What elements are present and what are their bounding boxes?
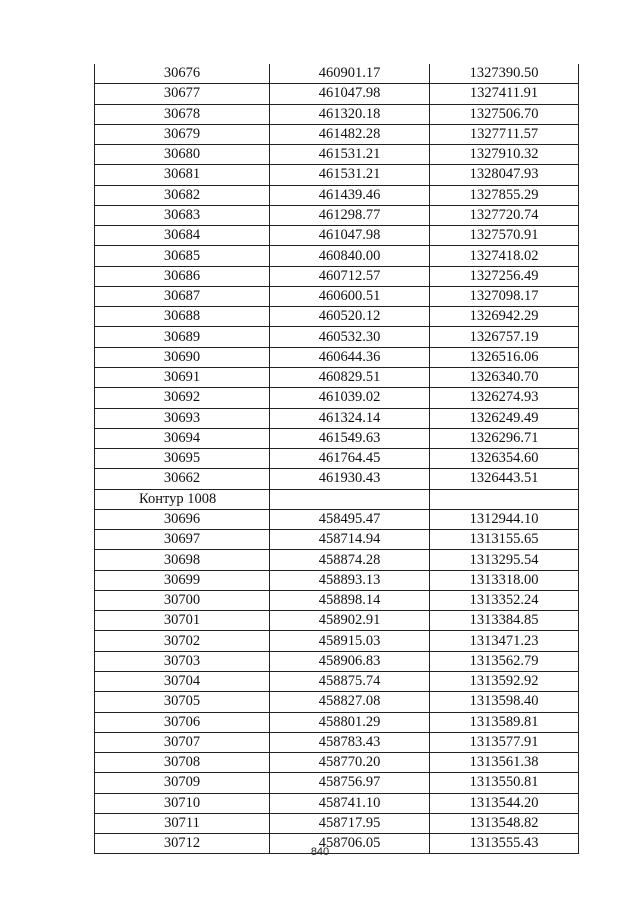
point-number-cell: 30678 [95, 104, 270, 124]
x-coordinate-cell: 461531.21 [270, 145, 430, 165]
x-coordinate-cell: 458756.97 [270, 773, 430, 793]
table-row [95, 449, 579, 469]
table-row [95, 489, 579, 509]
y-coordinate-cell: 1326296.71 [430, 428, 579, 448]
y-coordinate-cell: 1326443.51 [430, 469, 579, 489]
x-coordinate-cell: 461324.14 [270, 408, 430, 428]
y-coordinate-cell: 1326249.49 [430, 408, 579, 428]
table-row [95, 124, 579, 144]
point-number-cell: 30690 [95, 347, 270, 367]
y-coordinate-cell: 1327411.91 [430, 84, 579, 104]
table-row [95, 469, 579, 489]
table-row [95, 428, 579, 448]
point-number-cell: 30691 [95, 367, 270, 387]
x-coordinate-cell: 458783.43 [270, 732, 430, 752]
y-coordinate-cell: 1313352.24 [430, 590, 579, 610]
y-coordinate-cell: 1326354.60 [430, 449, 579, 469]
x-coordinate-cell: 458875.74 [270, 671, 430, 691]
page-number: 840 [310, 846, 330, 858]
y-coordinate-cell: 1313562.79 [430, 651, 579, 671]
y-coordinate-cell: 1327910.32 [430, 145, 579, 165]
table-row [95, 246, 579, 266]
x-coordinate-cell: 461298.77 [270, 205, 430, 225]
y-coordinate-cell: 1313598.40 [430, 692, 579, 712]
y-coordinate-cell: 1326757.19 [430, 327, 579, 347]
point-number-cell: 30702 [95, 631, 270, 651]
x-coordinate-cell: 461047.98 [270, 226, 430, 246]
point-number-cell: 30708 [95, 753, 270, 773]
point-number-cell: 30709 [95, 773, 270, 793]
y-coordinate-cell: 1313589.81 [430, 712, 579, 732]
y-coordinate-cell: 1313155.65 [430, 530, 579, 550]
point-number-cell: 30706 [95, 712, 270, 732]
contour-label: Контур 1008 [95, 489, 270, 509]
table-row [95, 671, 579, 691]
y-coordinate-cell: 1313544.20 [430, 793, 579, 813]
x-coordinate-cell: 458902.91 [270, 611, 430, 631]
table-row [95, 509, 579, 529]
x-coordinate-cell: 460520.12 [270, 307, 430, 327]
y-coordinate-cell: 1313577.91 [430, 732, 579, 752]
y-coordinate-cell: 1312944.10 [430, 509, 579, 529]
point-number-cell: 30705 [95, 692, 270, 712]
table-row [95, 570, 579, 590]
x-coordinate-cell: 461482.28 [270, 124, 430, 144]
y-coordinate-cell: 1328047.93 [430, 165, 579, 185]
y-coordinate-cell: 1313561.38 [430, 753, 579, 773]
y-coordinate-cell: 1313471.23 [430, 631, 579, 651]
table-row [95, 550, 579, 570]
x-coordinate-cell: 460532.30 [270, 327, 430, 347]
table-row [95, 367, 579, 387]
point-number-cell: 30683 [95, 205, 270, 225]
y-coordinate-cell: 1327256.49 [430, 266, 579, 286]
y-coordinate-cell: 1326516.06 [430, 347, 579, 367]
table-row [95, 712, 579, 732]
y-coordinate-cell: 1327711.57 [430, 124, 579, 144]
y-coordinate-cell [430, 489, 579, 509]
x-coordinate-cell: 458893.13 [270, 570, 430, 590]
table-row [95, 651, 579, 671]
x-coordinate-cell: 458801.29 [270, 712, 430, 732]
point-number-cell: 30677 [95, 84, 270, 104]
point-number-cell: 30687 [95, 286, 270, 306]
point-number-cell: 30685 [95, 246, 270, 266]
point-number-cell: 30699 [95, 570, 270, 590]
table-row [95, 327, 579, 347]
point-number-cell: 30662 [95, 469, 270, 489]
x-coordinate-cell: 461047.98 [270, 84, 430, 104]
y-coordinate-cell: 1327570.91 [430, 226, 579, 246]
x-coordinate-cell: 458741.10 [270, 793, 430, 813]
point-number-cell: 30679 [95, 124, 270, 144]
y-coordinate-cell: 1327506.70 [430, 104, 579, 124]
point-number-cell: 30695 [95, 449, 270, 469]
y-coordinate-cell: 1313550.81 [430, 773, 579, 793]
point-number-cell: 30682 [95, 185, 270, 205]
table-row [95, 611, 579, 631]
x-coordinate-cell: 460712.57 [270, 266, 430, 286]
y-coordinate-cell: 1313318.00 [430, 570, 579, 590]
point-number-cell: 30693 [95, 408, 270, 428]
y-coordinate-cell: 1327098.17 [430, 286, 579, 306]
x-coordinate-cell: 461439.46 [270, 185, 430, 205]
table-row [95, 388, 579, 408]
table-row [95, 347, 579, 367]
x-coordinate-cell: 458906.83 [270, 651, 430, 671]
coordinates-table-body [95, 64, 579, 854]
point-number-cell: 30704 [95, 671, 270, 691]
y-coordinate-cell: 1327720.74 [430, 205, 579, 225]
y-coordinate-cell: 1326942.29 [430, 307, 579, 327]
x-coordinate-cell: 460840.00 [270, 246, 430, 266]
point-number-cell: 30681 [95, 165, 270, 185]
y-coordinate-cell: 1327418.02 [430, 246, 579, 266]
point-number-cell: 30696 [95, 509, 270, 529]
x-coordinate-cell: 461039.02 [270, 388, 430, 408]
y-coordinate-cell: 1327855.29 [430, 185, 579, 205]
table-row [95, 732, 579, 752]
x-coordinate-cell: 458827.08 [270, 692, 430, 712]
table-row [95, 286, 579, 306]
table-row [95, 266, 579, 286]
table-row [95, 590, 579, 610]
table-row [95, 793, 579, 813]
table-row [95, 185, 579, 205]
table-row [95, 145, 579, 165]
x-coordinate-cell: 461320.18 [270, 104, 430, 124]
table-row [95, 692, 579, 712]
table-row [95, 165, 579, 185]
table-row [95, 408, 579, 428]
x-coordinate-cell: 458770.20 [270, 753, 430, 773]
point-number-cell: 30688 [95, 307, 270, 327]
point-number-cell: 30701 [95, 611, 270, 631]
x-coordinate-cell: 458714.94 [270, 530, 430, 550]
y-coordinate-cell: 1313295.54 [430, 550, 579, 570]
y-coordinate-cell: 1326340.70 [430, 367, 579, 387]
x-coordinate-cell: 460901.17 [270, 64, 430, 84]
x-coordinate-cell: 458874.28 [270, 550, 430, 570]
table-row [95, 226, 579, 246]
point-number-cell: 30689 [95, 327, 270, 347]
y-coordinate-cell: 1313384.85 [430, 611, 579, 631]
point-number-cell: 30680 [95, 145, 270, 165]
x-coordinate-cell: 460829.51 [270, 367, 430, 387]
coordinates-table [94, 64, 579, 854]
table-row [95, 205, 579, 225]
table-row [95, 773, 579, 793]
y-coordinate-cell: 1313555.43 [430, 834, 579, 854]
point-number-cell: 30710 [95, 793, 270, 813]
point-number-cell: 30703 [95, 651, 270, 671]
point-number-cell: 30694 [95, 428, 270, 448]
point-number-cell: 30711 [95, 813, 270, 833]
x-coordinate-cell: 460600.51 [270, 286, 430, 306]
point-number-cell: 30692 [95, 388, 270, 408]
x-coordinate-cell [270, 489, 430, 509]
table-row [95, 813, 579, 833]
x-coordinate-cell: 458495.47 [270, 509, 430, 529]
x-coordinate-cell: 461764.45 [270, 449, 430, 469]
x-coordinate-cell: 460644.36 [270, 347, 430, 367]
x-coordinate-cell: 458717.95 [270, 813, 430, 833]
table-row [95, 307, 579, 327]
table-row [95, 104, 579, 124]
y-coordinate-cell: 1327390.50 [430, 64, 579, 84]
y-coordinate-cell: 1326274.93 [430, 388, 579, 408]
point-number-cell: 30698 [95, 550, 270, 570]
point-number-cell: 30707 [95, 732, 270, 752]
point-number-cell: 30712 [95, 834, 270, 854]
point-number-cell: 30684 [95, 226, 270, 246]
table-row [95, 84, 579, 104]
table-row [95, 530, 579, 550]
table-row [95, 753, 579, 773]
x-coordinate-cell: 458706.05 [270, 834, 430, 854]
x-coordinate-cell: 461531.21 [270, 165, 430, 185]
table-row [95, 631, 579, 651]
x-coordinate-cell: 458915.03 [270, 631, 430, 651]
point-number-cell: 30686 [95, 266, 270, 286]
y-coordinate-cell: 1313548.82 [430, 813, 579, 833]
x-coordinate-cell: 458898.14 [270, 590, 430, 610]
x-coordinate-cell: 461549.63 [270, 428, 430, 448]
x-coordinate-cell: 461930.43 [270, 469, 430, 489]
point-number-cell: 30676 [95, 64, 270, 84]
point-number-cell: 30697 [95, 530, 270, 550]
table-row [95, 64, 579, 84]
point-number-cell: 30700 [95, 590, 270, 610]
y-coordinate-cell: 1313592.92 [430, 671, 579, 691]
